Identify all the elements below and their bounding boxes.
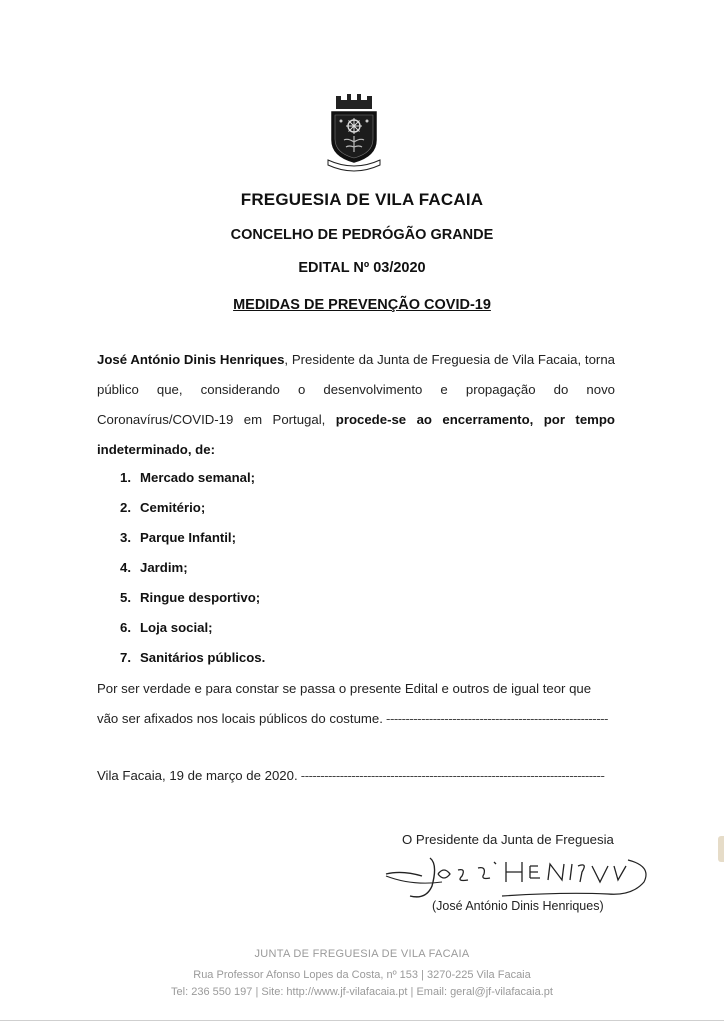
list-item-label: Loja social; [140, 620, 213, 635]
footer-contacts: Tel: 236 550 197 | Site: http://www.jf-vilafacaia.pt | Email: geral@jf-vilafacaia.pt [171, 986, 553, 998]
closure-statement: procede-se ao encerramento, por tempo indeterminado, de: [97, 412, 615, 457]
intro-text: , Presidente da Junta de Freguesia de Vila Facaia, torna público que, considerando o desenvolvimento e propagação do novo Coronavírus/COVID-19 em Portugal, [97, 352, 615, 427]
list-item-label: Jardim; [140, 560, 188, 575]
list-item-number: 5. [120, 590, 131, 605]
parish-title: FREGUESIA DE VILA FACAIA [240, 190, 484, 209]
edict-number: EDITAL Nº 03/2020 [298, 260, 426, 276]
list-item-number: 3. [120, 530, 131, 545]
coat-of-arms-icon [322, 90, 386, 172]
closure-list [120, 463, 265, 673]
date-text: Vila Facaia, 19 de março de 2020. [97, 768, 298, 783]
list-item [120, 643, 265, 673]
page-edge-divider [0, 1020, 724, 1021]
intro-paragraph [97, 345, 615, 465]
footer-org: JUNTA DE FREGUESIA DE VILA FACAIA [254, 948, 470, 960]
list-item [120, 523, 265, 553]
closing-text: Por ser verdade e para constar se passa o presente Edital e outros de igual teor que vão ser afixados nos locais públicos do costume. [97, 681, 592, 726]
list-item [120, 463, 265, 493]
list-item-label: Sanitários públicos. [140, 650, 266, 665]
president-name: José António Dinis Henriques [97, 352, 285, 367]
list-item [120, 583, 265, 613]
closing-dashes: --------------------------------------------------------- [382, 711, 608, 726]
list-item-number: 6. [120, 620, 131, 635]
list-item-number: 1. [120, 470, 131, 485]
signatory-title: O Presidente da Junta de Freguesia [402, 832, 614, 847]
list-item [120, 613, 265, 643]
list-item-label: Mercado semanal; [140, 470, 256, 485]
closing-paragraph [97, 674, 615, 734]
edict-subject: MEDIDAS DE PREVENÇÃO COVID-19 [233, 297, 491, 313]
date-dashes: ------------------------------------------------------------------------------ [297, 768, 605, 783]
list-item-label: Ringue desportivo; [140, 590, 261, 605]
handwritten-signature [382, 852, 658, 906]
list-item-number: 2. [120, 500, 131, 515]
date-line [97, 764, 617, 788]
signatory-name: (José António Dinis Henriques) [432, 899, 604, 913]
list-item [120, 553, 265, 583]
paper-clip-shadow [718, 836, 724, 862]
list-item-number: 7. [120, 650, 131, 665]
municipality-title: CONCELHO DE PEDRÓGÃO GRANDE [230, 227, 494, 243]
list-item-number: 4. [120, 560, 131, 575]
list-item [120, 493, 265, 523]
footer-address: Rua Professor Afonso Lopes da Costa, nº 153 | 3270-225 Vila Facaia [193, 969, 531, 981]
list-item-label: Cemitério; [140, 500, 206, 515]
list-item-label: Parque Infantil; [140, 530, 236, 545]
